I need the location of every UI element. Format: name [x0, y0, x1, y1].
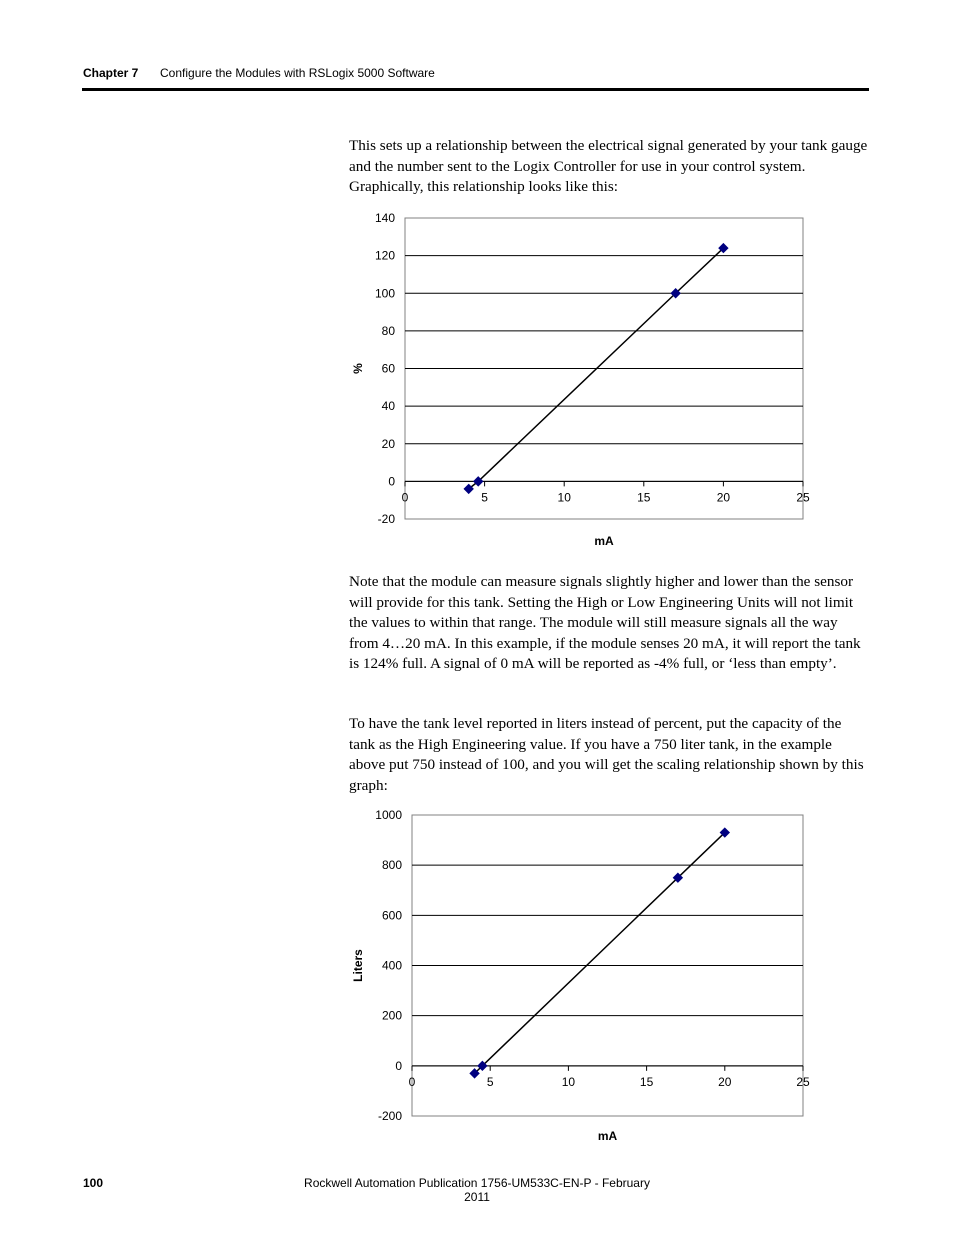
chapter-label: Chapter 7 — [83, 66, 139, 80]
publication-info: Rockwell Automation Publication 1756-UM533C-EN-P - February 2011 — [304, 1176, 650, 1204]
y-tick-label: 100 — [374, 286, 395, 301]
y-tick-label: 400 — [381, 958, 402, 973]
x-tick-label: 25 — [796, 1074, 810, 1089]
y-tick-label: 0 — [395, 1058, 402, 1073]
liters-chart — [340, 802, 820, 1152]
y-tick-label: 60 — [381, 361, 395, 376]
y-tick-label: 140 — [374, 211, 395, 225]
x-tick-label: 0 — [401, 490, 409, 505]
y-tick-label: 120 — [374, 248, 395, 263]
header-rule — [82, 88, 869, 91]
page-number: 100 — [83, 1176, 104, 1190]
x-tick-label: 15 — [639, 1074, 654, 1089]
x-axis-label: mA — [594, 534, 614, 548]
x-tick-label: 5 — [481, 490, 488, 505]
y-axis-label: Liters — [351, 949, 365, 982]
chapter-title: Configure the Modules with RSLogix 5000 Software — [160, 66, 435, 80]
x-tick-label: 10 — [561, 1074, 576, 1089]
intro-paragraph: This sets up a relationship between the electrical signal generated by your tank gauge and the number sent to the Logix Controller for use in your control system. Graphically, this relationship looks like this: — [349, 137, 868, 195]
x-tick-label: 20 — [716, 490, 731, 505]
y-tick-label: 20 — [381, 436, 395, 451]
y-tick-label: 800 — [381, 858, 402, 873]
liters-chart-svg — [340, 802, 820, 1152]
percent-chart-svg — [340, 205, 820, 555]
x-tick-label: 0 — [408, 1074, 416, 1089]
liters-paragraph: To have the tank level reported in liters instead of percent, put the capacity of the tank as the High Engineering value. If you have a 750 liter tank, in the example above put 750 instead of 100, and you will get the scaling relationship shown by this graph: — [349, 715, 864, 794]
x-tick-label: 25 — [796, 490, 810, 505]
y-tick-label: 0 — [388, 474, 395, 489]
y-tick-label: -20 — [377, 512, 395, 526]
x-tick-label: 10 — [557, 490, 571, 505]
y-tick-label: 40 — [381, 399, 395, 414]
x-axis-label: mA — [597, 1129, 618, 1143]
note-paragraph: Note that the module can measure signals slightly higher and lower than the sensor will provide for this tank. Setting the High or Low Engineering Units will not limit the values to within that range. The module will still measure signals all the way from 4…20 mA. In this example, if the module senses 20 mA, it will report the tank is 124% full. A signal of 0 mA will be reported as -4% full, or ‘less than empty’. — [349, 573, 861, 672]
y-tick-label: 1000 — [375, 808, 402, 822]
x-tick-label: 15 — [637, 490, 651, 505]
percent-chart — [340, 205, 820, 555]
y-axis-label: % — [351, 363, 365, 374]
y-tick-label: 600 — [381, 908, 402, 923]
y-tick-label: 80 — [381, 323, 395, 338]
x-tick-label: 20 — [718, 1074, 732, 1089]
y-tick-label: 200 — [381, 1008, 402, 1023]
x-tick-label: 5 — [486, 1074, 494, 1089]
y-tick-label: -200 — [377, 1109, 402, 1123]
